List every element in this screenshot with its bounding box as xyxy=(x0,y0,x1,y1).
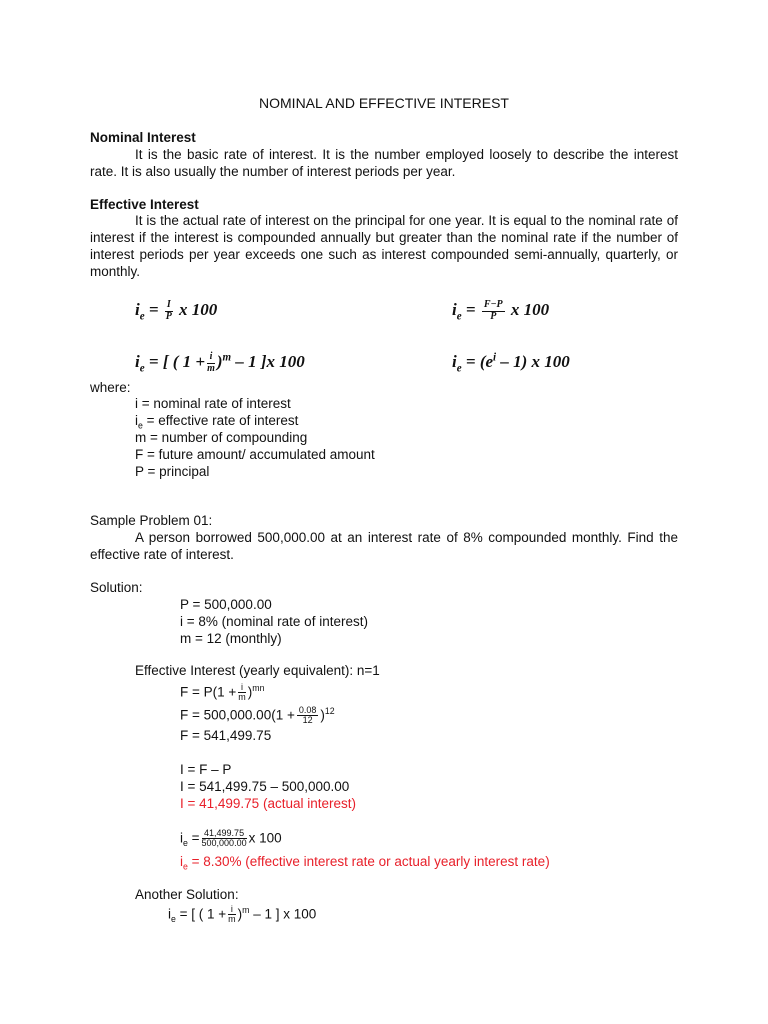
formula-ie-result: $i_e = 8.30\%$ (effective interest rate or actual yearly interest rate) xyxy=(180,854,550,872)
formula-ie-alternate: $i_e$ = [ ( 1 + $\frac{i}{m}$ )$^m$ – 1 ] x 100 xyxy=(168,904,317,925)
formula-ie-substituted: $i_e$ = $\frac{41,499.75}{500,000.00}$ x 100 xyxy=(180,828,282,849)
formula-ie-I-over-P: $i_e$ = $\frac{I}{P}$ x 100 xyxy=(135,299,218,323)
nominal-paragraph: It is the basic rate of interest. It is the number employed loosely to describe the interest rate. It is also usually the number of interest periods per year. xyxy=(90,147,678,179)
formula-ie-continuous: $i_e = (e^i - 1)$ x 100 xyxy=(452,351,570,375)
effective-paragraph: It is the actual rate of interest on the principal for one year. It is equal to the nominal rate of interest if the interest is compounded annually but greater than the nominal rate if the number of interest periods per year exceeds one such as interest compounded semi-annually, quarterly, or monthly. xyxy=(90,213,678,279)
where-item-m: m = number of compounding xyxy=(135,430,308,445)
formula-F-substituted: F = 500,000.00(1 + $\frac{0.08}{12}$ )$^{12}$ xyxy=(180,705,335,726)
where-item-ie: $i_e$ = effective rate of interest xyxy=(135,413,299,431)
given-m: m = 12 (monthly) xyxy=(180,631,282,646)
formula-F-general: F = P(1 + $\frac{i}{m}$ )$^{mn}$ xyxy=(180,682,265,703)
formula-I-general: I = F – P xyxy=(180,762,232,777)
page-title: NOMINAL AND EFFECTIVE INTEREST xyxy=(259,95,509,111)
solution-label: Solution: xyxy=(90,580,143,595)
effective-yearly-label: Effective Interest (yearly equivalent): n=1 xyxy=(135,663,380,678)
formula-I-result: I = 41,499.75 (actual interest) xyxy=(180,796,356,811)
formula-ie-F-minus-P-over-P: $i_e$ = $\frac{F-P}{P}$ x 100 xyxy=(452,299,550,323)
where-label: where: xyxy=(90,380,131,395)
problem-label: Sample Problem 01: xyxy=(90,513,213,528)
where-item-F: F = future amount/ accumulated amount xyxy=(135,447,375,462)
where-item-P: P = principal xyxy=(135,464,210,479)
another-solution-label: Another Solution: xyxy=(135,887,239,902)
formula-ie-compound: $i_e$ = [ ( 1 + $\frac{i}{m}$ )$^m$ – 1 ]x 100 xyxy=(135,351,305,375)
where-item-i: i = nominal rate of interest xyxy=(135,396,291,411)
formula-F-result: F = 541,499.75 xyxy=(180,728,272,743)
problem-statement: A person borrowed 500,000.00 at an interest rate of 8% compounded monthly. Find the effective rate of interest. xyxy=(90,530,678,562)
effective-heading: Effective Interest xyxy=(90,197,199,212)
nominal-heading: Nominal Interest xyxy=(90,130,196,145)
given-i: i = 8% (nominal rate of interest) xyxy=(180,614,368,629)
given-P: P = 500,000.00 xyxy=(180,597,272,612)
formula-I-substituted: I = 541,499.75 – 500,000.00 xyxy=(180,779,350,794)
